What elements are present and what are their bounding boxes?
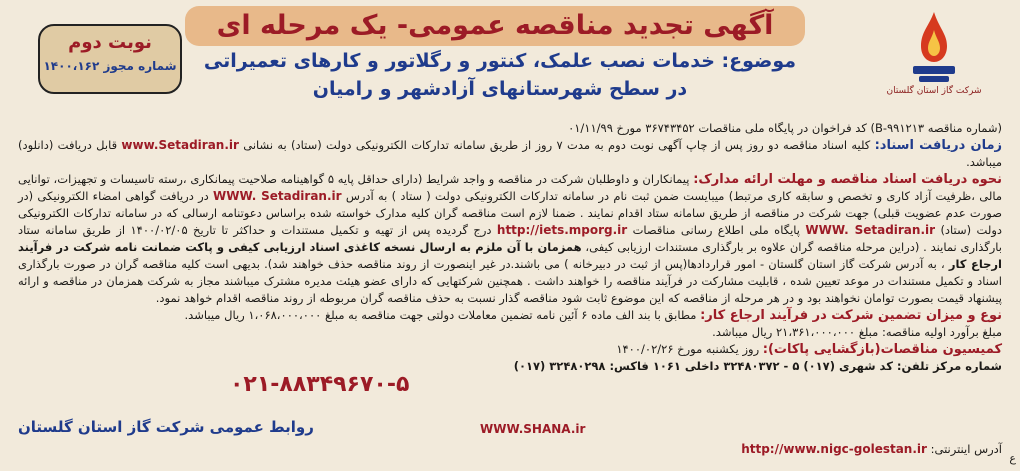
big-phone-number: ۰۲۱-۸۸۳۴۹۶۷۰-۵ [230, 372, 410, 397]
docs-heading: نحوه دریافت اسناد مناقصه و مهلت ارائه مدارک: [693, 172, 1003, 187]
guarantee-text: مطابق با بند الف ماده ۶ آئین نامه تضمین معاملات دولتی جهت مناقصه به مبلغ ۱،۰۶۸،۰۰۰،۰۰۰ ریال میباشد. [184, 308, 697, 322]
guarantee-paragraph [18, 307, 1002, 324]
estimate-paragraph [18, 324, 1002, 341]
commission-text: روز یکشنبه مورخ ۱۴۰۰/۰۲/۲۶ [616, 342, 760, 356]
logo-caption: شرکت گاز استان گلستان [886, 86, 982, 96]
setadiran-link-2[interactable]: WWW. Setadiran.ir [213, 189, 342, 203]
phone-line: شماره مرکز تلفن: کد شهری (۰۱۷) ۵ - ۳۲۴۸۰۳۷۲ داخلی ۱۰۶۱ فاکس: ۳۲۴۸۰۲۹۸ (۰۱۷) [513, 359, 1002, 373]
phone-paragraph [18, 358, 1002, 375]
docs-text-2: در دریافت گواهی امضاء الکترونیکی (در صورت عدم عضویت قبلی) جهت شرکت در مناقصه از طریق سامانه ستاد اقدام نمایند . ضمنا لازم است مناقصه گران کلیه مدارک خواسته شده براساس دعوتنامه ارسالی که در سامانه تدارکات الکترونیکی دولت (ستاد) [18, 189, 1003, 237]
docs-text-3: پایگاه ملی اطلاع رسانی مناقصات [632, 223, 800, 237]
web-address-line [741, 442, 1002, 456]
guarantee-heading: نوع و میزان تضمین شرکت در فرآیند ارجاع کار: [700, 308, 1002, 323]
notice-body [18, 120, 1002, 420]
notice-title: آگهی تجدید مناقصه عمومی- یک مرحله ای [216, 10, 774, 41]
public-relations-signature: روابط عمومی شرکت گاز استان گلستان [18, 418, 314, 436]
receipt-heading: زمان دریافت اسناد: [874, 138, 1002, 153]
setadiran-link[interactable]: www.Setadiran.ir [121, 138, 239, 152]
commission-heading: کمیسیون مناقصات(بازگشایی پاکات): [762, 342, 1002, 357]
docs-text-1: پیمانکاران و داوطلبان شرکت در مناقصه و واجد شرایط (دارای حداقل پایه ۵ گواهینامه صلاحیت پیمانکاری ،رسته تاسیسات و تجهیزات، توانایی مالی ،ظرفیت آزاد کاری و تخصص و سابقه کاری مرتبط) میبایست ضمن ثبت نام در سامانه تدارکات الکترونیکی دولت ( ستاد ) به آدرس [18, 172, 1003, 203]
tender-number-paragraph [18, 120, 1002, 137]
nigc-golestan-link[interactable]: http://www.nigc-golestan.ir [741, 442, 927, 456]
docs-text-5: ، به آدرس شرکت گاز استان گلستان - امور قراردادها(پس از ثبت در دبیرخانه ) می باشند.در غیر اینصورت از روند مناقصه حذف خواهند شد). بدیهی است کلیه مناقصه گران در صورت بارگذاری اسناد و تکمیل مستندات در موعد تعیین شده ، قابلیت مشارکت در فرآیند مناقصه را خواهند داشت . همچنین شرکتهایی که دارای عضو هیئت مدیره مشترک میباشند مجاز به شرکت همزمان در مناقصه و ارائه پیشنهاد قیمت بصورت توامان نخواهند بود و در هر مرحله از مناقصه که این موضوع ثابت شود مناقصه گذار نسبت به حذف مناقصه گران مربوطه از روند مناقصه اقدام خواهد نمود. [18, 257, 1002, 305]
gas-flame-logo-icon [899, 8, 969, 88]
company-logo [878, 8, 990, 108]
shana-link[interactable]: WWW.SHANA.ir [480, 422, 586, 436]
permit-number: شماره مجوز ۱۴۰۰،۱۶۲ [43, 59, 177, 73]
receipt-tail: قابل دریافت (دانلود) میباشد. [18, 138, 1002, 169]
notice-subtitle-line2: در سطح شهرستانهای آزادشهر و رامیان [312, 78, 688, 100]
notice-subtitle-line1: موضوع: خدمات نصب علمک، کنتور و رگلاتور و کارهای تعمیراتی [203, 50, 797, 72]
docs-paragraph [18, 171, 1002, 307]
tender-number-text: (شماره مناقصه B-۹۹۱۲۱۳) کد فراخوان در پایگاه ملی مناقصات ۳۶۷۴۳۴۵۲ مورخ ۰۱/۱۱/۹۹ [568, 121, 1002, 135]
receipt-text: کلیه اسناد مناقصه دو روز پس از چاپ آگهی نوبت دوم به مدت ۷ روز از طریق سامانه تدارکات الکترونیکی دولت (ستاد) به نشانی [243, 138, 871, 152]
receipt-paragraph [18, 137, 1002, 171]
commission-paragraph [18, 341, 1002, 358]
notice-header [30, 6, 990, 118]
round-badge [38, 24, 182, 94]
round-label: نوبت دوم [68, 32, 152, 53]
iets-link[interactable]: http://iets.mporg.ir [496, 223, 628, 237]
corner-mark: ع [1009, 452, 1016, 465]
estimate-text: مبلغ برآورد اولیه مناقصه: مبلغ ۲۱،۳۶۱،۰۰۰،۰۰۰ ریال میباشد. [712, 325, 1002, 339]
docs-text-4: درج گردیده پس از تهیه و تکمیل مستندات و حداکثر تا تاریخ ۱۴۰۰/۰۲/۰۵ از طریق سامانه ستاد بارگذاری نمایند . (دراین مرحله مناقصه گران علاوه بر بارگذاری مستندات ارزیابی کیفی، [18, 223, 1002, 254]
docs-bold-requirement: همزمان با آن ملزم به ارسال نسخه کاغذی اسناد ارزیابی کیفی و پاکت ضمانت نامه شرکت در فرآیند ارجاع کار [18, 240, 1002, 271]
setadiran-link-3[interactable]: WWW. Setadiran.ir [805, 223, 936, 237]
web-address-label: آدرس اینترنتی: [930, 442, 1002, 456]
